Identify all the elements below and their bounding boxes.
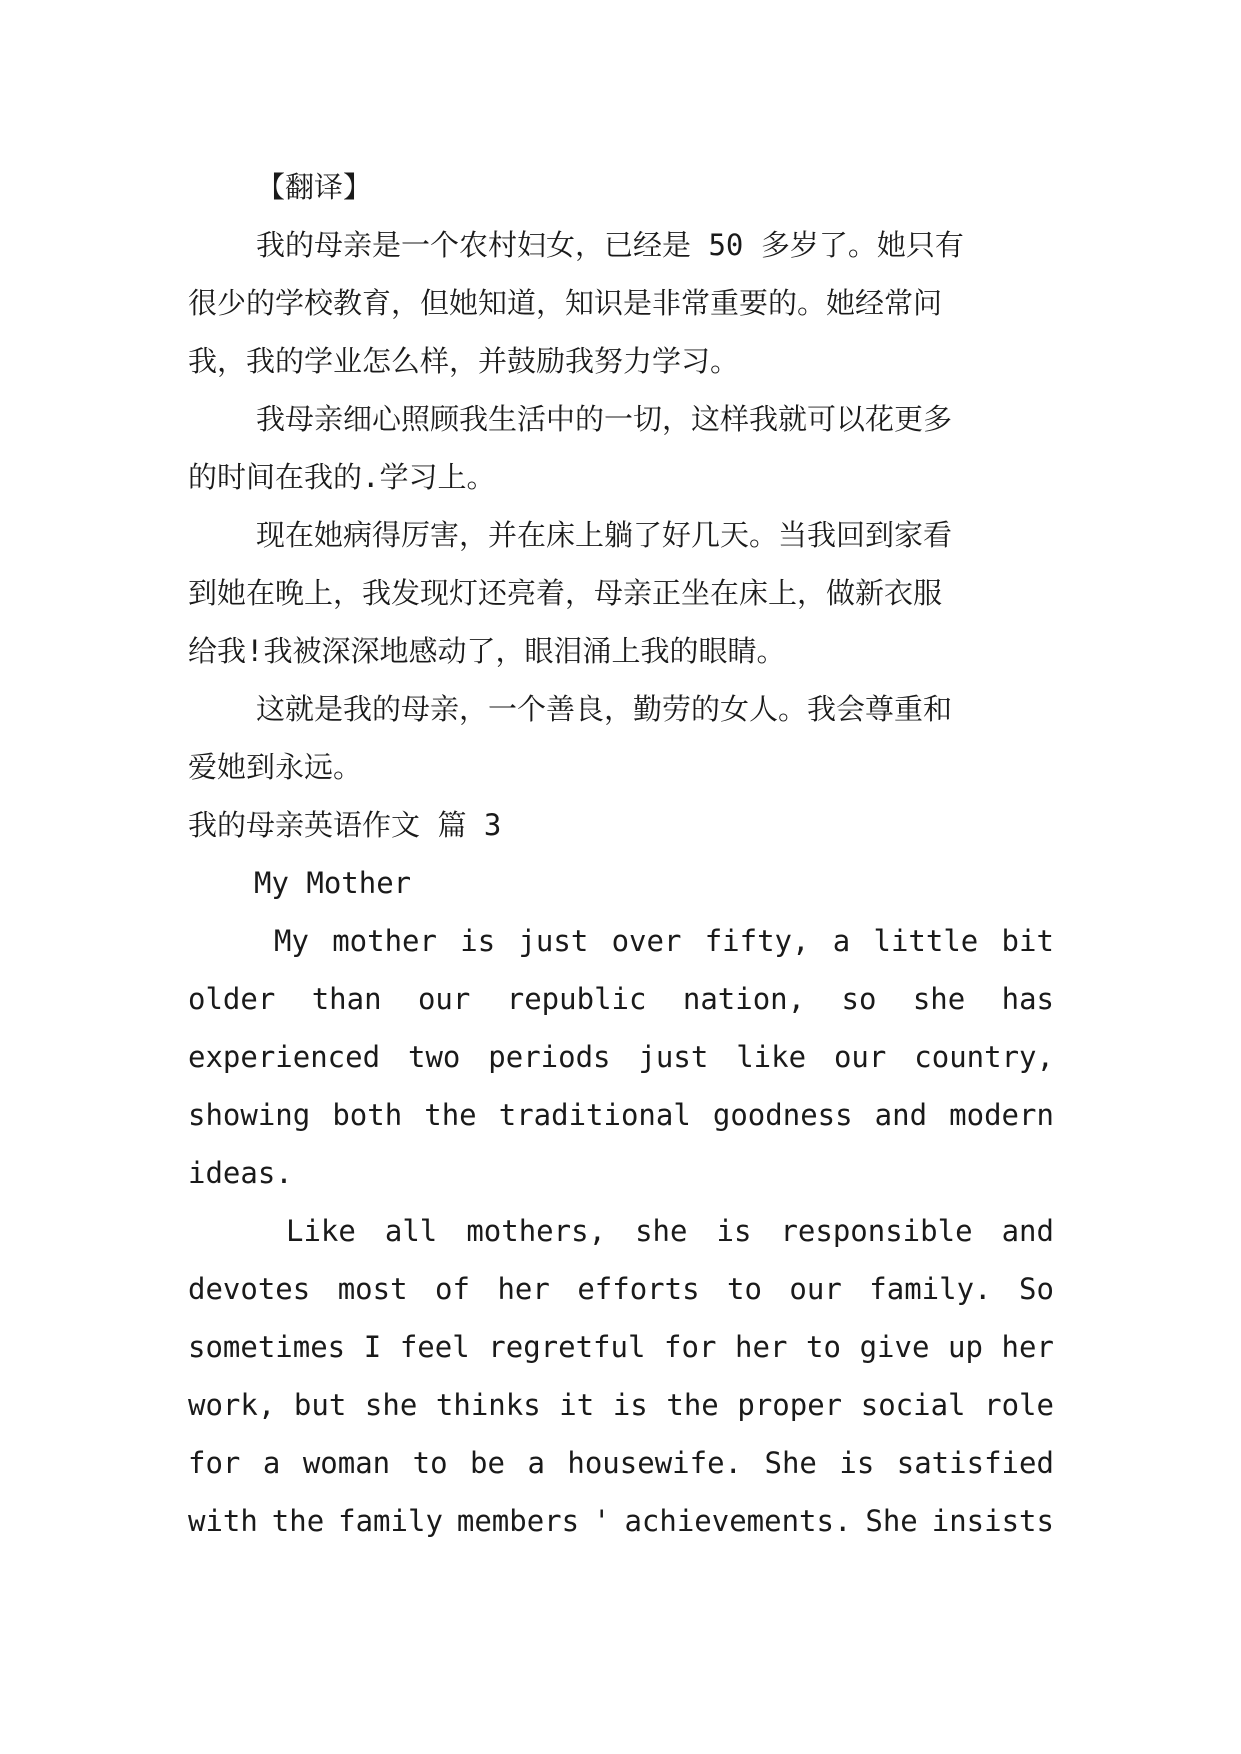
translation-paragraph [188, 680, 1054, 796]
word: it [559, 1388, 595, 1422]
word: work, [188, 1388, 276, 1422]
word: just [638, 1040, 709, 1074]
word: the [424, 1098, 477, 1132]
text-line: 我的母亲是一个农村妇女，已经是 50 多岁了。她只有 [256, 228, 964, 262]
word: country, [914, 1040, 1054, 1074]
word: mother [332, 924, 437, 958]
text-line: ideas. [188, 1156, 293, 1190]
text-line: 的时间在我的.学习上。 [188, 460, 496, 494]
word: with [188, 1504, 258, 1538]
word: nation, [682, 982, 806, 1016]
word: family [338, 1504, 443, 1538]
word: thinks [435, 1388, 541, 1422]
word: most [337, 1272, 408, 1306]
word: but [293, 1388, 347, 1422]
word: she [912, 982, 966, 1016]
word: give [859, 1330, 930, 1364]
text-line [188, 1028, 1054, 1086]
word: has [1001, 982, 1054, 1016]
word: to [412, 1446, 448, 1480]
word: little [873, 924, 979, 958]
word: to [806, 1330, 841, 1364]
word: housewife. [567, 1446, 742, 1480]
word: proper [737, 1388, 843, 1422]
word: Like [286, 1214, 356, 1248]
word: ' [593, 1504, 611, 1538]
text-line: 现在她病得厉害，并在床上躺了好几天。当我回到家看 [256, 518, 953, 552]
text-line [188, 912, 1054, 970]
word: is [460, 924, 496, 958]
text-line [188, 1318, 1054, 1376]
word: is [839, 1446, 875, 1480]
word: her [497, 1272, 550, 1306]
word: like [736, 1040, 807, 1074]
word: our [789, 1272, 842, 1306]
word: members [456, 1504, 580, 1538]
word: feel [399, 1330, 470, 1364]
text-line: 我，我的学业怎么样，并鼓励我努力学习。 [188, 344, 740, 378]
word: than [311, 982, 382, 1016]
section-heading: 我的母亲英语作文 篇 3 [188, 808, 502, 842]
word: for [188, 1446, 241, 1480]
translation-title: 【翻译】 [256, 170, 373, 204]
word: so [841, 982, 877, 1016]
word: insists [931, 1504, 1054, 1538]
word: two [407, 1040, 461, 1074]
word: family. [869, 1272, 992, 1306]
text-line [188, 1376, 1054, 1434]
essay-title: My Mother [254, 866, 412, 900]
word: older [188, 982, 276, 1016]
word: She [865, 1504, 918, 1538]
word: I [363, 1330, 382, 1364]
word: the [271, 1504, 325, 1538]
text-line: 很少的学校教育，但她知道，知识是非常重要的。她经常问 [188, 286, 943, 320]
word: for [664, 1330, 717, 1364]
word: over [611, 924, 682, 958]
translation-paragraph [188, 216, 1054, 390]
word: sometimes [188, 1330, 346, 1364]
word: devotes [188, 1272, 311, 1306]
translation-paragraph [188, 506, 1054, 680]
text-line: 到她在晚上，我发现灯还亮着，母亲正坐在床上，做新衣服 [188, 576, 943, 610]
word: responsible [780, 1214, 973, 1248]
word: woman [302, 1446, 391, 1480]
word: she [635, 1214, 688, 1248]
word: experienced [188, 1040, 381, 1074]
word: she [364, 1388, 418, 1422]
word: modern [949, 1098, 1054, 1132]
text-line [188, 1492, 1054, 1550]
text-line [188, 970, 1054, 1028]
word: all [384, 1214, 438, 1248]
word: role [984, 1388, 1054, 1422]
word: our [833, 1040, 887, 1074]
text-line [188, 1086, 1054, 1144]
word: efforts [577, 1272, 700, 1306]
text-line [188, 1260, 1054, 1318]
word: of [435, 1272, 470, 1306]
word: is [612, 1388, 648, 1422]
text-line: 给我!我被深深地感动了，眼泪涌上我的眼睛。 [188, 634, 786, 668]
word: goodness [712, 1098, 853, 1132]
word: and [874, 1098, 928, 1132]
word: social [860, 1388, 966, 1422]
word: bit [1001, 924, 1054, 958]
word: showing [188, 1098, 311, 1132]
word: a [832, 924, 851, 958]
word: is [716, 1214, 752, 1248]
word: a [527, 1446, 545, 1480]
word: regretful [488, 1330, 646, 1364]
word: our [417, 982, 471, 1016]
text-line: 爱她到永远。 [188, 750, 363, 784]
text-line [188, 1434, 1054, 1492]
word: be [470, 1446, 505, 1480]
essay-paragraph [188, 912, 1054, 1202]
word: satisfied [896, 1446, 1054, 1480]
document-body [188, 158, 1054, 1550]
word: a [262, 1446, 281, 1480]
translation-paragraph [188, 390, 1054, 506]
word: republic [506, 982, 647, 1016]
essay-paragraph [188, 1202, 1054, 1550]
word: My [274, 924, 309, 958]
word: She [764, 1446, 817, 1480]
text-line [188, 1202, 1054, 1260]
word: both [332, 1098, 403, 1132]
word: traditional [498, 1098, 691, 1132]
word: and [1001, 1214, 1054, 1248]
word: to [727, 1272, 762, 1306]
word: just [518, 924, 589, 958]
word: her [1001, 1330, 1054, 1364]
word: achievements. [624, 1504, 852, 1538]
word: her [735, 1330, 788, 1364]
word: mothers, [466, 1214, 607, 1248]
word: So [1019, 1272, 1054, 1306]
text-line: 我母亲细心照顾我生活中的一切，这样我就可以花更多 [256, 402, 953, 436]
word: up [948, 1330, 983, 1364]
word: fifty, [704, 924, 810, 958]
text-line: 这就是我的母亲，一个善良，勤劳的女人。我会尊重和 [256, 692, 953, 726]
word: periods [488, 1040, 611, 1074]
word: the [666, 1388, 719, 1422]
